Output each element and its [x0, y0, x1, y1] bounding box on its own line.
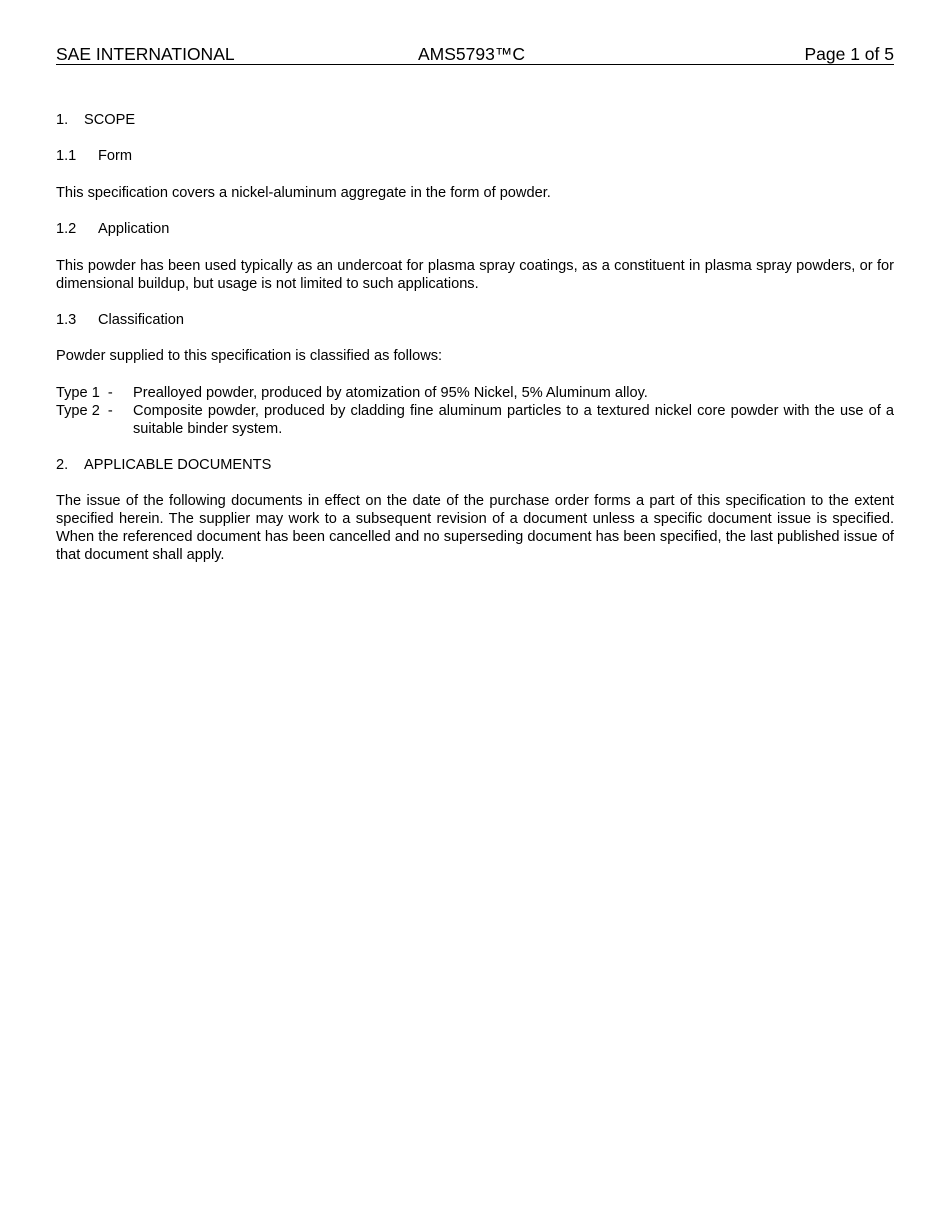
section-applicable-documents-heading: [56, 456, 894, 474]
type-description: Prealloyed powder, produced by atomization of 95% Nickel, 5% Aluminum alloy.: [133, 385, 648, 401]
section-classification-heading: [56, 311, 894, 329]
section-title: SCOPE: [84, 112, 136, 128]
header-org: SAE INTERNATIONAL: [56, 44, 235, 64]
type-description: Composite powder, produced by cladding fine aluminum particles to a textured nickel core powder with the use of a suitable binder system.: [133, 403, 894, 437]
section-number: 1.3: [56, 312, 77, 328]
section-application-text: This powder has been used typically as an undercoat for plasma spray coatings, as a constituent in plasma spray powders, or for dimensional buildup, but usage is not limited to such applications.: [56, 258, 894, 292]
section-scope-heading: [56, 111, 894, 129]
section-number: 1.: [56, 112, 69, 128]
section-classification-intro: Powder supplied to this specification is classified as follows:: [56, 348, 443, 364]
section-number: 1.2: [56, 221, 77, 237]
header-page-number: Page 1 of 5: [804, 44, 894, 64]
section-title: Classification: [98, 312, 184, 328]
type-label: Type 2 -: [56, 403, 113, 419]
classification-type-list: [56, 384, 894, 438]
section-title: Form: [98, 148, 133, 164]
type-label: Type 1 -: [56, 385, 113, 401]
header-doc-id: AMS5793™C: [418, 44, 525, 64]
section-title: APPLICABLE DOCUMENTS: [84, 457, 272, 473]
section-applicable-documents-text: The issue of the following documents in effect on the date of the purchase order forms a part of this specification to the extent specified herein. The supplier may work to a subsequent revision of a document unless a specific document issue is specified. When the referenced document has been cancelled and no superseding document has been specified, the last published issue of that document shall apply.: [56, 493, 894, 563]
section-application-heading: [56, 220, 894, 238]
section-number: 2.: [56, 457, 69, 473]
classification-type-item: [56, 384, 894, 402]
section-form-text: This specification covers a nickel-aluminum aggregate in the form of powder.: [56, 185, 551, 201]
page-header: [56, 44, 894, 65]
classification-type-item: [56, 402, 894, 438]
section-number: 1.1: [56, 148, 77, 164]
section-form-heading: [56, 147, 894, 165]
section-title: Application: [98, 221, 170, 237]
